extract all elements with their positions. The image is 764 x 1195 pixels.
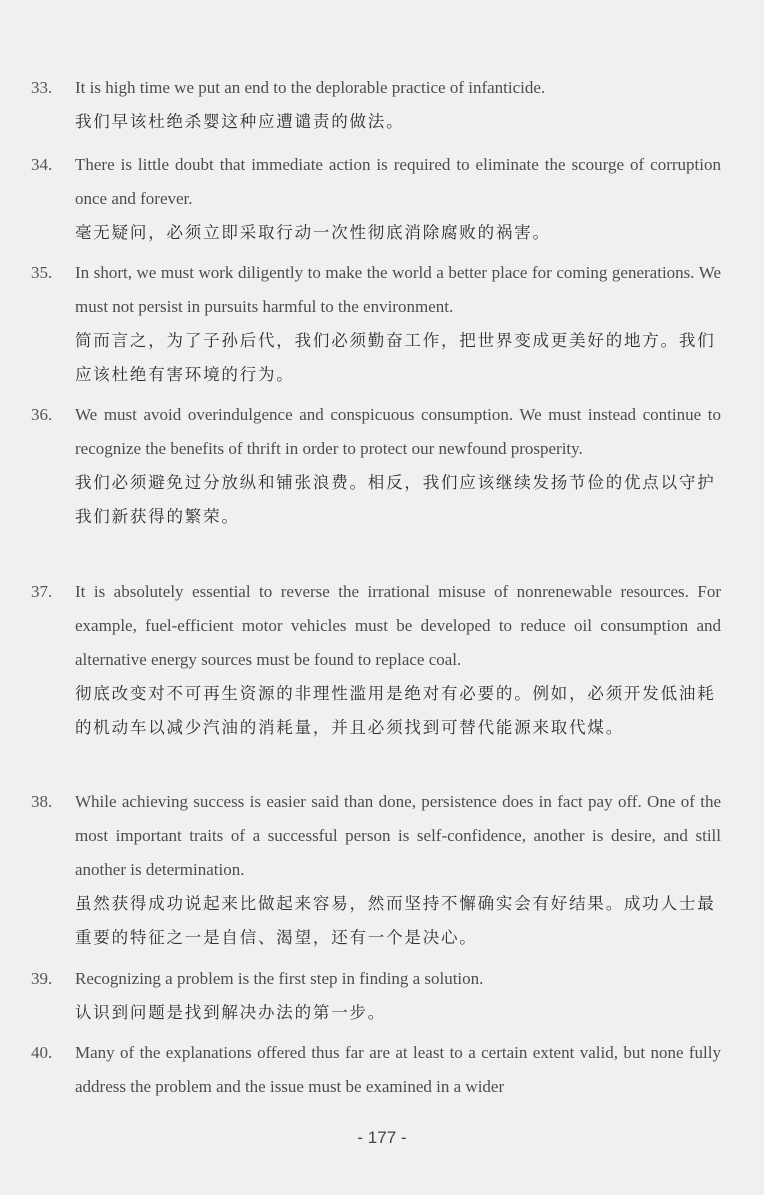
english-sentence: Recognizing a problem is the first step in finding a solution. [75,969,484,988]
item-number: 34. [31,155,53,174]
item-number: 33. [31,78,53,97]
chinese-translation: 虽然获得成功说起来比做起来容易，然而坚持不懈确实会有好结果。成功人士最重要的特征之一是自信、渴望，还有一个是决心。 [75,894,716,947]
item-number: 35. [31,263,53,282]
item-number: 37. [31,582,53,601]
chinese-translation: 简而言之，为了子孙后代，我们必须勤奋工作，把世界变成更美好的地方。我们应该杜绝有害环境的行为。 [75,331,716,384]
item-number: 40. [31,1043,53,1062]
sentence-item-33 [31,71,721,139]
sentence-item-40 [31,1036,721,1104]
sentence-item-36 [31,398,721,534]
english-sentence: It is high time we put an end to the deplorable practice of infanticide. [75,78,546,97]
item-number: 39. [31,969,53,988]
sentence-item-35 [31,256,721,392]
chinese-translation: 我们早该杜绝杀婴这种应遭谴责的做法。 [75,112,405,131]
chinese-translation: 毫无疑问，必须立即采取行动一次性彻底消除腐败的祸害。 [75,223,551,242]
chinese-translation: 彻底改变对不可再生资源的非理性滥用是绝对有必要的。例如，必须开发低油耗的机动车以减少汽油的消耗量，并且必须找到可替代能源来取代煤。 [75,684,716,737]
sentence-item-34 [31,148,721,250]
item-number: 36. [31,405,53,424]
english-sentence: There is little doubt that immediate action is required to eliminate the scourge of corruption once and forever. [75,155,721,208]
chinese-translation: 我们必须避免过分放纵和铺张浪费。相反，我们应该继续发扬节俭的优点以守护我们新获得的繁荣。 [75,473,716,526]
english-sentence: It is absolutely essential to reverse the irrational misuse of nonrenewable resources. For example, fuel-efficient motor vehicles must be developed to reduce oil consumption and alternative energy sources must be found to replace coal. [75,582,721,669]
sentence-item-38 [31,785,721,955]
sentence-item-37 [31,575,721,745]
sentence-item-39 [31,962,721,1030]
english-sentence: Many of the explanations offered thus far are at least to a certain extent valid, but none fully address the problem and the issue must be examined in a wider [75,1043,721,1096]
page-number: - 177 - [357,1128,407,1147]
item-number: 38. [31,792,53,811]
chinese-translation: 认识到问题是找到解决办法的第一步。 [75,1003,387,1022]
english-sentence: While achieving success is easier said than done, persistence does in fact pay off. One of the most important traits of a successful person is self-confidence, another is desire, and still another is determination. [75,792,721,879]
english-sentence: In short, we must work diligently to make the world a better place for coming generations. We must not persist in pursuits harmful to the environment. [75,263,721,316]
english-sentence: We must avoid overindulgence and conspicuous consumption. We must instead continue to recognize the benefits of thrift in order to protect our newfound prosperity. [75,405,721,458]
